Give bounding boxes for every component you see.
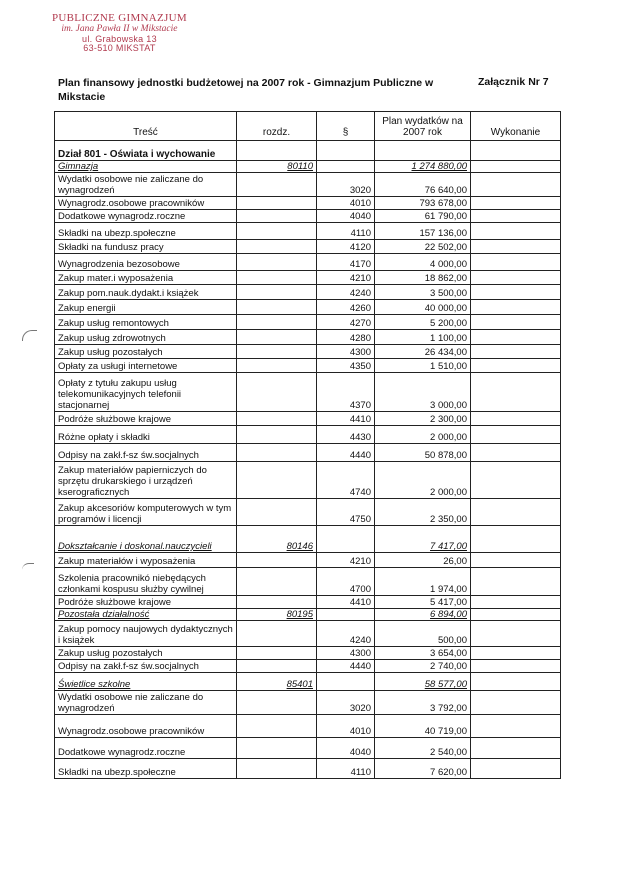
stamp-line-patron: im. Jana Pawła II w Mikstacie (61, 24, 178, 34)
cell-paragraph: 4410 (317, 596, 375, 609)
margin-mark (22, 330, 37, 341)
cell-rozdz (237, 426, 317, 444)
column-header-plan: Plan wydatków na 2007 rok (375, 112, 471, 141)
cell-paragraph: 4040 (317, 738, 375, 759)
table-row (55, 647, 561, 660)
cell-rozdz (237, 285, 317, 300)
table-row (55, 621, 561, 647)
cell-rozdz (237, 444, 317, 462)
cell-wykonanie (471, 426, 561, 444)
cell-plan: 3 654,00 (375, 647, 471, 660)
cell-wykonanie (471, 568, 561, 596)
cell-paragraph: 4040 (317, 210, 375, 223)
stamp-line-name: PUBLICZNE GIMNAZJUM (52, 12, 187, 24)
cell-paragraph: 4210 (317, 271, 375, 285)
cell-wykonanie (471, 373, 561, 412)
cell-paragraph: 3020 (317, 691, 375, 715)
cell-tresc: Zakup usług remontowych (55, 315, 237, 330)
cell-plan: 50 878,00 (375, 444, 471, 462)
cell-paragraph: 4300 (317, 345, 375, 359)
table-row (55, 691, 561, 715)
cell-tresc: Zakup pom.nauk.dydakt.i książek (55, 285, 237, 300)
cell-paragraph: 4440 (317, 444, 375, 462)
cell-wykonanie (471, 315, 561, 330)
cell-tresc: Składki na ubezp.społeczne (55, 759, 237, 779)
cell-plan: 2 350,00 (375, 499, 471, 526)
cell-tresc: Podróże służbowe krajowe (55, 412, 237, 426)
cell-rozdz: 85401 (237, 673, 317, 691)
cell-plan: 793 678,00 (375, 197, 471, 210)
cell-rozdz: 80195 (237, 609, 317, 621)
cell-paragraph: 4700 (317, 568, 375, 596)
column-header-rozdz: rozdz. (237, 112, 317, 141)
cell-rozdz (237, 359, 317, 373)
cell-wykonanie (471, 173, 561, 197)
cell-tresc: Odpisy na zakł.f-sz św.socjalnych (55, 444, 237, 462)
cell-wykonanie (471, 345, 561, 359)
cell-paragraph: 4740 (317, 462, 375, 499)
cell-rozdz (237, 173, 317, 197)
cell-paragraph (317, 609, 375, 621)
cell-paragraph: 4110 (317, 759, 375, 779)
table-row (55, 315, 561, 330)
cell-tresc: Wydatki osobowe nie zaliczane do wynagrodzeń (55, 173, 237, 197)
cell-paragraph: 4170 (317, 254, 375, 271)
cell-wykonanie (471, 240, 561, 254)
cell-tresc: Szkolenia pracownikó niebędących członkami kospusu służby cywilnej (55, 568, 237, 596)
cell-rozdz (237, 254, 317, 271)
table-row (55, 412, 561, 426)
margin-mark (22, 563, 34, 570)
cell-plan: 18 862,00 (375, 271, 471, 285)
cell-plan: 3 792,00 (375, 691, 471, 715)
cell-paragraph: 4260 (317, 300, 375, 315)
cell-wykonanie (471, 254, 561, 271)
cell-tresc: Dodatkowe wynagrodz.roczne (55, 210, 237, 223)
cell-tresc: Pozostała działalność (55, 609, 237, 621)
cell-rozdz: 80110 (237, 161, 317, 173)
cell-plan: 26,00 (375, 553, 471, 568)
cell-wykonanie (471, 526, 561, 553)
cell-wykonanie (471, 271, 561, 285)
cell-wykonanie (471, 462, 561, 499)
table-row (55, 173, 561, 197)
cell-paragraph: 4120 (317, 240, 375, 254)
table-row (55, 759, 561, 779)
cell-paragraph: 4010 (317, 197, 375, 210)
cell-tresc: Dokształcanie i doskonal.nauczycieli (55, 526, 237, 553)
table-row (55, 462, 561, 499)
cell-plan: 1 274 880,00 (375, 161, 471, 173)
cell-paragraph (317, 526, 375, 553)
cell-plan: 2 540,00 (375, 738, 471, 759)
document-title: Plan finansowy jednostki budżetowej na 2007 rok - Gimnazjum Publiczne w Mikstacie (58, 77, 434, 103)
cell-wykonanie (471, 330, 561, 345)
cell-plan: 7 417,00 (375, 526, 471, 553)
cell-plan: 22 502,00 (375, 240, 471, 254)
cell-paragraph: 4440 (317, 660, 375, 673)
table-header-row (55, 112, 561, 141)
cell-plan: 2 300,00 (375, 412, 471, 426)
cell-paragraph: 4240 (317, 285, 375, 300)
cell-plan: 7 620,00 (375, 759, 471, 779)
cell-plan: 76 640,00 (375, 173, 471, 197)
table-row (55, 660, 561, 673)
cell-rozdz (237, 412, 317, 426)
table-row (55, 254, 561, 271)
cell-rozdz (237, 738, 317, 759)
cell-tresc: Dodatkowe wynagrodz.roczne (55, 738, 237, 759)
cell-rozdz (237, 462, 317, 499)
cell-tresc: Wynagrodzenia bezosobowe (55, 254, 237, 271)
cell-paragraph (317, 161, 375, 173)
cell-wykonanie (471, 197, 561, 210)
cell-tresc: Wynagrodz.osobowe pracowników (55, 715, 237, 738)
cell-paragraph: 4750 (317, 499, 375, 526)
cell-rozdz (237, 300, 317, 315)
table-row (55, 240, 561, 254)
cell-wykonanie (471, 499, 561, 526)
empty-cell (375, 141, 471, 161)
cell-plan: 2 740,00 (375, 660, 471, 673)
table-row (55, 715, 561, 738)
table-row (55, 596, 561, 609)
cell-rozdz (237, 373, 317, 412)
cell-rozdz (237, 596, 317, 609)
cell-rozdz (237, 660, 317, 673)
cell-plan: 2 000,00 (375, 462, 471, 499)
attachment-label: Załącznik Nr 7 (478, 76, 549, 88)
chapter-row (55, 673, 561, 691)
column-header-paragraph: § (317, 112, 375, 141)
table-row (55, 345, 561, 359)
section-row (55, 141, 561, 161)
cell-wykonanie (471, 609, 561, 621)
cell-rozdz: 80146 (237, 526, 317, 553)
cell-tresc: Składki na ubezp.społeczne (55, 223, 237, 240)
cell-plan: 40 719,00 (375, 715, 471, 738)
cell-tresc: Gimnazja (55, 161, 237, 173)
cell-paragraph: 4350 (317, 359, 375, 373)
cell-tresc: Odpisy na zakł.f-sz św.socjalnych (55, 660, 237, 673)
cell-paragraph: 4270 (317, 315, 375, 330)
cell-wykonanie (471, 223, 561, 240)
cell-plan: 58 577,00 (375, 673, 471, 691)
cell-tresc: Zakup usług pozostałych (55, 647, 237, 660)
cell-rozdz (237, 315, 317, 330)
table-row (55, 553, 561, 568)
cell-rozdz (237, 210, 317, 223)
cell-wykonanie (471, 161, 561, 173)
cell-wykonanie (471, 359, 561, 373)
cell-rozdz (237, 499, 317, 526)
cell-wykonanie (471, 285, 561, 300)
cell-rozdz (237, 621, 317, 647)
empty-cell (237, 141, 317, 161)
cell-tresc: Wynagrodz.osobowe pracowników (55, 197, 237, 210)
cell-plan: 1 510,00 (375, 359, 471, 373)
cell-rozdz (237, 240, 317, 254)
cell-plan: 5 417,00 (375, 596, 471, 609)
cell-rozdz (237, 345, 317, 359)
cell-wykonanie (471, 210, 561, 223)
cell-rozdz (237, 197, 317, 210)
column-header-tresc: Treść (55, 112, 237, 141)
cell-rozdz (237, 223, 317, 240)
table-row (55, 271, 561, 285)
chapter-row (55, 161, 561, 173)
cell-tresc: Zakup akcesoriów komputerowych w tym programów i licencji (55, 499, 237, 526)
cell-rozdz (237, 691, 317, 715)
cell-tresc: Składki na fundusz pracy (55, 240, 237, 254)
cell-plan: 1 974,00 (375, 568, 471, 596)
cell-paragraph: 4370 (317, 373, 375, 412)
cell-tresc: Świetlice szkolne (55, 673, 237, 691)
cell-tresc: Zakup mater.i wyposażenia (55, 271, 237, 285)
cell-plan: 2 000,00 (375, 426, 471, 444)
table-row (55, 223, 561, 240)
cell-tresc: Różne opłaty i składki (55, 426, 237, 444)
cell-paragraph: 4300 (317, 647, 375, 660)
cell-rozdz (237, 568, 317, 596)
table-body (55, 141, 561, 779)
stamp-line-street: ul. Grabowska 13 (82, 33, 157, 44)
table-row (55, 373, 561, 412)
cell-paragraph: 4280 (317, 330, 375, 345)
cell-plan: 157 136,00 (375, 223, 471, 240)
table-row (55, 499, 561, 526)
cell-plan: 5 200,00 (375, 315, 471, 330)
cell-wykonanie (471, 715, 561, 738)
cell-tresc: Zakup usług zdrowotnych (55, 330, 237, 345)
table-row (55, 568, 561, 596)
table-row (55, 210, 561, 223)
column-header-wykonanie: Wykonanie (471, 112, 561, 141)
cell-wykonanie (471, 759, 561, 779)
empty-cell (317, 141, 375, 161)
cell-wykonanie (471, 412, 561, 426)
cell-paragraph: 4110 (317, 223, 375, 240)
cell-wykonanie (471, 300, 561, 315)
cell-wykonanie (471, 596, 561, 609)
cell-paragraph: 4430 (317, 426, 375, 444)
cell-rozdz (237, 759, 317, 779)
school-stamp (52, 13, 187, 53)
cell-rozdz (237, 330, 317, 345)
cell-tresc: Zakup pomocy naujowych dydaktycznych i książek (55, 621, 237, 647)
table-row (55, 426, 561, 444)
cell-tresc: Podróże służbowe krajowe (55, 596, 237, 609)
cell-plan: 26 434,00 (375, 345, 471, 359)
cell-tresc: Zakup materiałów i wyposażenia (55, 553, 237, 568)
chapter-row (55, 526, 561, 553)
cell-tresc: Zakup usług pozostałych (55, 345, 237, 359)
cell-tresc: Opłaty z tytułu zakupu usług telekomunikacyjnych telefonii stacjonarnej (55, 373, 237, 412)
cell-tresc: Opłaty za usługi internetowe (55, 359, 237, 373)
cell-plan: 500,00 (375, 621, 471, 647)
table-row (55, 359, 561, 373)
cell-paragraph: 3020 (317, 173, 375, 197)
cell-rozdz (237, 553, 317, 568)
cell-wykonanie (471, 691, 561, 715)
cell-tresc: Wydatki osobowe nie zaliczane do wynagrodzeń (55, 691, 237, 715)
table-row (55, 444, 561, 462)
cell-wykonanie (471, 673, 561, 691)
cell-wykonanie (471, 738, 561, 759)
cell-plan: 3 000,00 (375, 373, 471, 412)
table-row (55, 330, 561, 345)
cell-plan: 4 000,00 (375, 254, 471, 271)
cell-paragraph: 4010 (317, 715, 375, 738)
table-row (55, 300, 561, 315)
cell-paragraph: 4210 (317, 553, 375, 568)
cell-rozdz (237, 715, 317, 738)
cell-wykonanie (471, 647, 561, 660)
cell-tresc: Zakup energii (55, 300, 237, 315)
cell-wykonanie (471, 621, 561, 647)
cell-rozdz (237, 647, 317, 660)
cell-paragraph: 4240 (317, 621, 375, 647)
cell-plan: 6 894,00 (375, 609, 471, 621)
table-row (55, 738, 561, 759)
empty-cell (471, 141, 561, 161)
cell-paragraph: 4410 (317, 412, 375, 426)
cell-plan: 61 790,00 (375, 210, 471, 223)
cell-tresc: Zakup materiałów papierniczych do sprzętu drukarskiego i urządzeń kserograficznych (55, 462, 237, 499)
cell-wykonanie (471, 660, 561, 673)
cell-rozdz (237, 271, 317, 285)
table-row (55, 197, 561, 210)
table-row (55, 285, 561, 300)
cell-plan: 3 500,00 (375, 285, 471, 300)
cell-plan: 1 100,00 (375, 330, 471, 345)
cell-paragraph (317, 673, 375, 691)
budget-table (54, 111, 561, 779)
stamp-line-city: 63-510 MIKSTAT (83, 42, 156, 53)
chapter-row (55, 609, 561, 621)
section-title: Dział 801 - Oświata i wychowanie (55, 141, 237, 161)
cell-wykonanie (471, 553, 561, 568)
cell-plan: 40 000,00 (375, 300, 471, 315)
cell-wykonanie (471, 444, 561, 462)
